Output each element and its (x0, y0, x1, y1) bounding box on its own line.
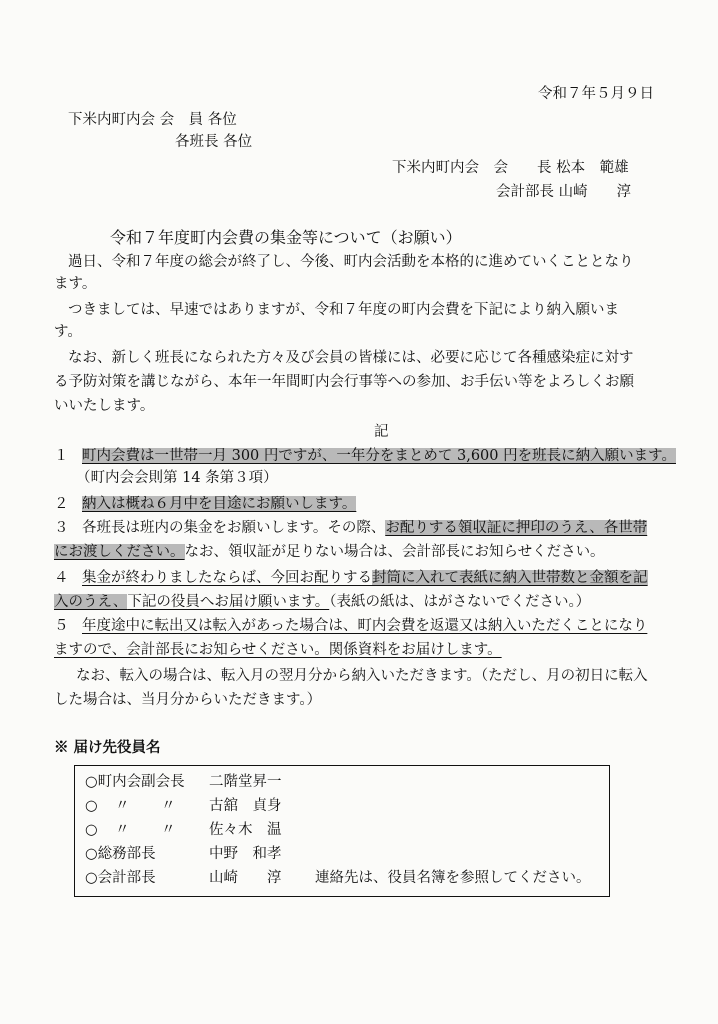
item-3-number: ３ (54, 520, 69, 536)
officer-role: ○町内会副会長 (85, 774, 185, 790)
intro-p2-line-2: す。 (54, 324, 82, 340)
item-4-underline-d: 下記の役員へお届け願います。 (127, 594, 330, 610)
item-5-underline-a: 年度途中に転出又は転入があった場合は、町内会費を返還又は納入いただくことになり (82, 618, 648, 634)
officer-row (85, 796, 595, 816)
item-1-line-1 (82, 446, 676, 466)
contact-note: 連絡先は、役員名簿を参照してください。 (315, 870, 591, 886)
item-5-line-2 (54, 640, 502, 660)
intro-p1-line-2: ます。 (54, 276, 97, 292)
item-3-line-2 (54, 542, 605, 562)
ditto-mark: 〃 (161, 822, 176, 838)
item-4-underline-a: 集金が終わりましたならば、今回お配りする (82, 570, 372, 586)
intro-p2-line-1: つきましては、早速ではありますが、令和７年度の町内会費を下記により納入願いま (68, 302, 619, 318)
item-4-text-e: （表紙の紙は、はがさないでください。） (329, 594, 591, 610)
officer-name: 佐々木 温 (209, 822, 282, 838)
item-3-text-d: なお、領収証が足りない場合は、会計部長にお知らせください。 (184, 544, 605, 560)
item-5-line-1 (82, 616, 647, 636)
item-4-highlight-b: 封筒に入れて表紙に納入世帯数と金額を記 (372, 570, 648, 586)
item-2-highlight: 納入は概ね６月中を目途にお願いします。 (82, 496, 357, 512)
recipients-line-2: 各班長 各位 (175, 134, 253, 150)
ditto-mark: 〃 (115, 822, 130, 838)
document-title: 令和７年度町内会費の集金等について（お願い） (110, 228, 462, 247)
ditto-mark: 〃 (161, 798, 176, 814)
item-2-line-1 (82, 494, 356, 514)
officer-name: 古舘 貞身 (209, 798, 282, 814)
intro-p3-line-3: いいたします。 (54, 398, 155, 414)
officer-row (85, 844, 595, 864)
officers-box (74, 765, 610, 897)
item-3-highlight-c: にお渡しください。 (54, 544, 185, 560)
officer-role: ○ (85, 798, 98, 814)
intro-p1-line-1: 過日、令和７年度の総会が終了し、今後、町内会活動を本格的に進めていくこととなり (68, 254, 634, 270)
officer-name: 中野 和孝 (209, 846, 282, 862)
ki-heading: 記 (374, 424, 389, 440)
officer-row (85, 772, 595, 792)
officer-name: 山崎 淳 (209, 870, 282, 886)
note-line-2: した場合は、当月分からいただきます。） (54, 692, 322, 708)
document-date: 令和７年５月９日 (538, 86, 654, 102)
officer-row (85, 868, 595, 888)
officer-role: ○ (85, 822, 98, 838)
item-3-line-1 (82, 518, 647, 538)
officer-role: ○総務部長 (85, 846, 156, 862)
item-4-line-1 (82, 568, 648, 588)
item-4-highlight-c: 入のうえ、 (54, 594, 128, 610)
item-5-underline-b: ますので、会計部長にお知らせください。関係資料をお届けします。 (54, 642, 502, 658)
item-1-line-2: （町内会会則第 14 条第３項） (76, 470, 278, 486)
item-3-highlight-b: お配りする領収証に押印のうえ、各世帯 (385, 520, 648, 536)
note-line-1: なお、転入の場合は、転入月の翌月分から納入いただきます。（ただし、月の初日に転入 (76, 668, 648, 684)
sender-line-1: 下米内町内会 会 長 松本 範雄 (392, 160, 629, 176)
item-4-line-2 (54, 592, 590, 612)
item-3-text-a: 各班長は班内の集金をお願いします。その際、 (82, 520, 386, 536)
item-2-number: ２ (54, 496, 69, 512)
ditto-mark: 〃 (115, 798, 130, 814)
item-5-number: ５ (54, 618, 69, 634)
item-1-number: １ (54, 448, 69, 464)
item-4-number: ４ (54, 570, 69, 586)
item-1-highlight: 町内会費は一世帯一月 300 円ですが、一年分をまとめて 3,600 円を班長に納入願います。 (82, 448, 676, 464)
recipients-line-1: 下米内町内会 会 員 各位 (68, 112, 237, 128)
officer-name: 二階堂昇一 (209, 774, 282, 790)
officer-role: ○会計部長 (85, 870, 156, 886)
officer-row (85, 820, 595, 840)
officers-heading: ※ 届け先役員名 (54, 739, 161, 756)
intro-p3-line-1: なお、新しく班長になられた方々及び会員の皆様には、必要に応じて各種感染症に対す (68, 350, 634, 366)
intro-p3-line-2: る予防対策を講じながら、本年一年間町内会行事等への参加、お手伝い等をよろしくお願 (54, 374, 634, 390)
sender-line-2: 会計部長 山崎 淳 (496, 184, 632, 200)
